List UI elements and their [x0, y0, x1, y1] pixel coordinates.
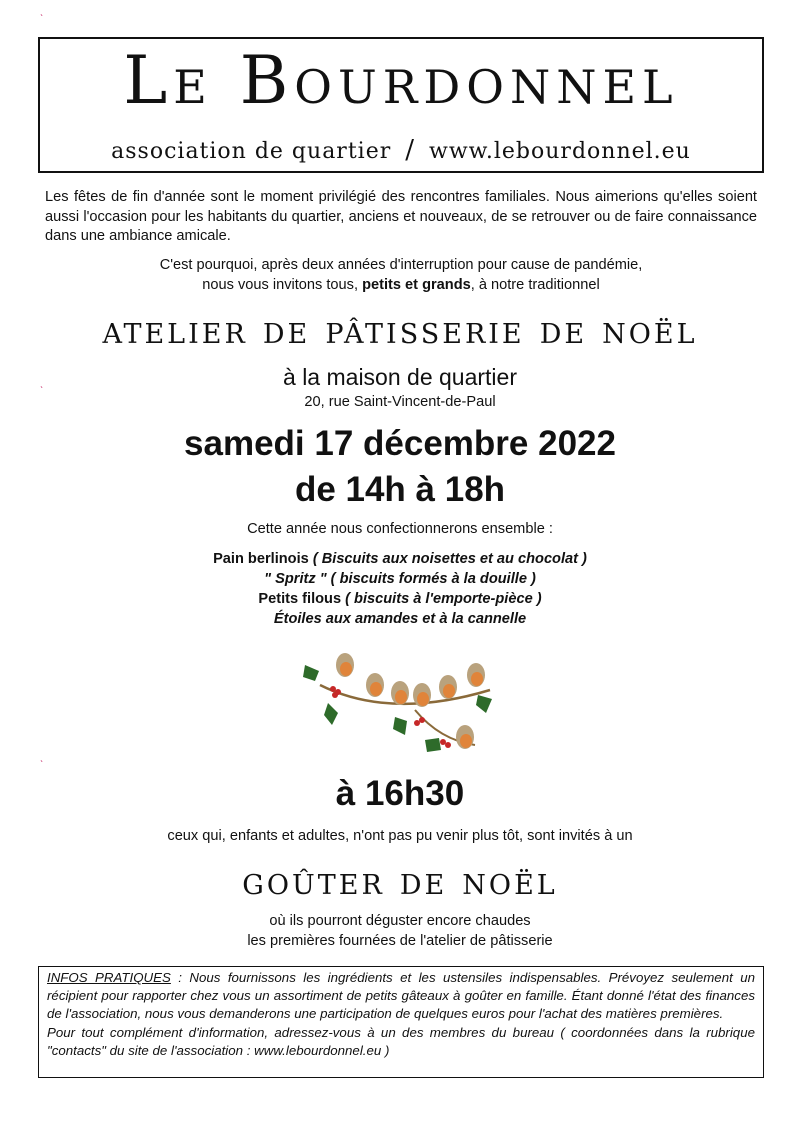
robins-illustration: [300, 645, 510, 770]
menu-item-desc: Étoiles aux amandes et à la cannelle: [273, 611, 527, 627]
menu-item-desc: ( Biscuits aux noisettes et au chocolat ): [312, 551, 587, 567]
invitation-text-b: , à notre traditionnel: [470, 276, 600, 293]
menu-item: [0, 609, 800, 629]
gouter-line-2: les premières fournées de l'atelier de pâtisserie: [247, 932, 553, 949]
practical-info-box: [38, 966, 764, 1078]
invitation-paragraph: [45, 256, 757, 295]
invitation-text-a: nous vous invitons tous,: [202, 276, 363, 293]
event-date: samedi 17 décembre 2022: [184, 424, 616, 463]
workshop-title: atelier de pâtisserie de noël: [102, 308, 698, 352]
masthead-title: Le Bourdonnel: [123, 42, 679, 119]
menu-item-name: Petits filous: [258, 591, 346, 607]
workshop-place: à la maison de quartier: [283, 364, 517, 390]
menu-intro: Cette année nous confectionnerons ensemble :: [247, 521, 553, 537]
gouter-line-1: où ils pourront déguster encore chaudes: [269, 913, 531, 929]
menu-item-desc: ( biscuits à l'emporte-pièce ): [345, 591, 542, 607]
masthead-box: [38, 37, 764, 173]
menu-item-name: Pain berlinois: [213, 551, 313, 567]
margin-mark: ˋ: [40, 14, 44, 25]
gouter-time: à 16h30: [335, 774, 465, 813]
invitation-bold: petits et grands: [362, 276, 471, 293]
margin-mark: ˋ: [40, 760, 44, 771]
workshop-address: 20, rue Saint-Vincent-de-Paul: [304, 394, 496, 410]
gouter-invite: ceux qui, enfants et adultes, n'ont pas pu venir plus tôt, sont invités à un: [167, 828, 633, 844]
practical-info-text: : Nous fournissons les ingrédients et les ustensiles indispensables. Prévoyez seulement un récipient pour rapporter chez vous un assortiment de petits gâteaux à goûter en famille. Étant donné l'état des finances de l'association, nous vous demanderons une participation de quelques euros pour l'achat des matières premières.: [47, 970, 755, 1022]
invitation-line-2: [45, 276, 757, 296]
menu-item: [0, 549, 800, 569]
gouter-title: goûter de noël: [242, 859, 558, 903]
gouter-description: [0, 912, 800, 951]
intro-paragraph: Les fêtes de fin d'année sont le moment privilégié des rencontres familiales. Nous aimerions qu'elles soient aussi l'occasion pour les habitants du quartier, anciens et nouveaux, de se retrouver ou de faire connaissance dans une ambiance amicale.: [45, 189, 757, 244]
invitation-line-1: C'est pourquoi, après deux années d'interruption pour cause de pandémie,: [159, 257, 643, 273]
menu-item-desc: " Spritz " ( biscuits formés à la douille ): [264, 571, 536, 587]
margin-mark: ˋ: [40, 386, 44, 397]
robins: [336, 653, 485, 749]
website-link[interactable]: www.lebourdonnel.eu: [429, 139, 691, 164]
masthead-subline: [40, 135, 762, 165]
association-label: association de quartier: [111, 139, 392, 164]
separator: /: [405, 135, 415, 165]
menu-list: [0, 549, 800, 629]
menu-item: [0, 589, 800, 609]
menu-item: [0, 569, 800, 589]
practical-info-label: INFOS PRATIQUES: [47, 970, 171, 985]
practical-info-contact: Pour tout complément d'information, adressez-vous à un des membres du bureau ( coordonnées dans la rubrique "contacts" du site de l'association : www.lebourdonnel.eu ): [47, 1024, 755, 1058]
event-hours: de 14h à 18h: [294, 470, 506, 509]
